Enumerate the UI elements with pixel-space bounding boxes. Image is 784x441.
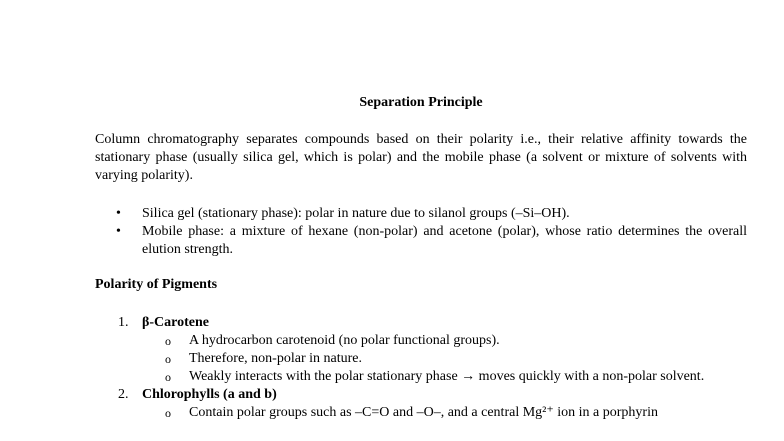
pigment-name: Chlorophylls (a and b) xyxy=(142,387,277,402)
bullet-icon: • xyxy=(116,206,121,221)
sub-bullet-icon: o xyxy=(165,406,171,420)
bullet-item xyxy=(95,223,747,259)
sub-point xyxy=(95,368,747,386)
pigment-item xyxy=(95,386,747,404)
intro-paragraph: Column chromatography separates compounds based on their polarity i.e., their relative affinity towards the stationary phase (usually silica gel, which is polar) and the mobile phase (a solvent or mixture of solvents with varying polarity). xyxy=(95,132,747,183)
sub-point-text: Therefore, non-polar in nature. xyxy=(189,351,362,366)
bullet-list xyxy=(95,205,747,259)
sub-point-text: A hydrocarbon carotenoid (no polar functional groups). xyxy=(189,333,500,348)
sub-point xyxy=(95,332,747,350)
sub-point xyxy=(95,404,747,422)
bullet-item xyxy=(95,205,747,223)
list-number: 2. xyxy=(118,387,129,402)
sub-point-text: Weakly interacts with the polar stationary phase → moves quickly with a non-polar solvent. xyxy=(189,369,705,384)
sub-point-text: Contain polar groups such as –C=O and –O–, and a central Mg²⁺ ion in a porphyrin xyxy=(189,405,658,420)
sub-point xyxy=(95,350,747,368)
document-title: Separation Principle xyxy=(359,95,483,110)
sub-bullet-icon: o xyxy=(165,370,171,384)
sub-bullet-icon: o xyxy=(165,352,171,366)
bullet-icon: • xyxy=(116,224,121,239)
section-heading: Polarity of Pigments xyxy=(95,277,218,292)
bullet-text: Mobile phase: a mixture of hexane (non-polar) and acetone (polar), whose ratio determines the overall elution strength. xyxy=(142,224,747,257)
bullet-text: Silica gel (stationary phase): polar in nature due to silanol groups (–Si–OH). xyxy=(142,206,570,221)
pigment-list xyxy=(95,314,747,422)
list-number: 1. xyxy=(118,315,129,330)
pigment-item xyxy=(95,314,747,332)
pigment-name: β-Carotene xyxy=(142,315,209,330)
sub-bullet-icon: o xyxy=(165,334,171,348)
